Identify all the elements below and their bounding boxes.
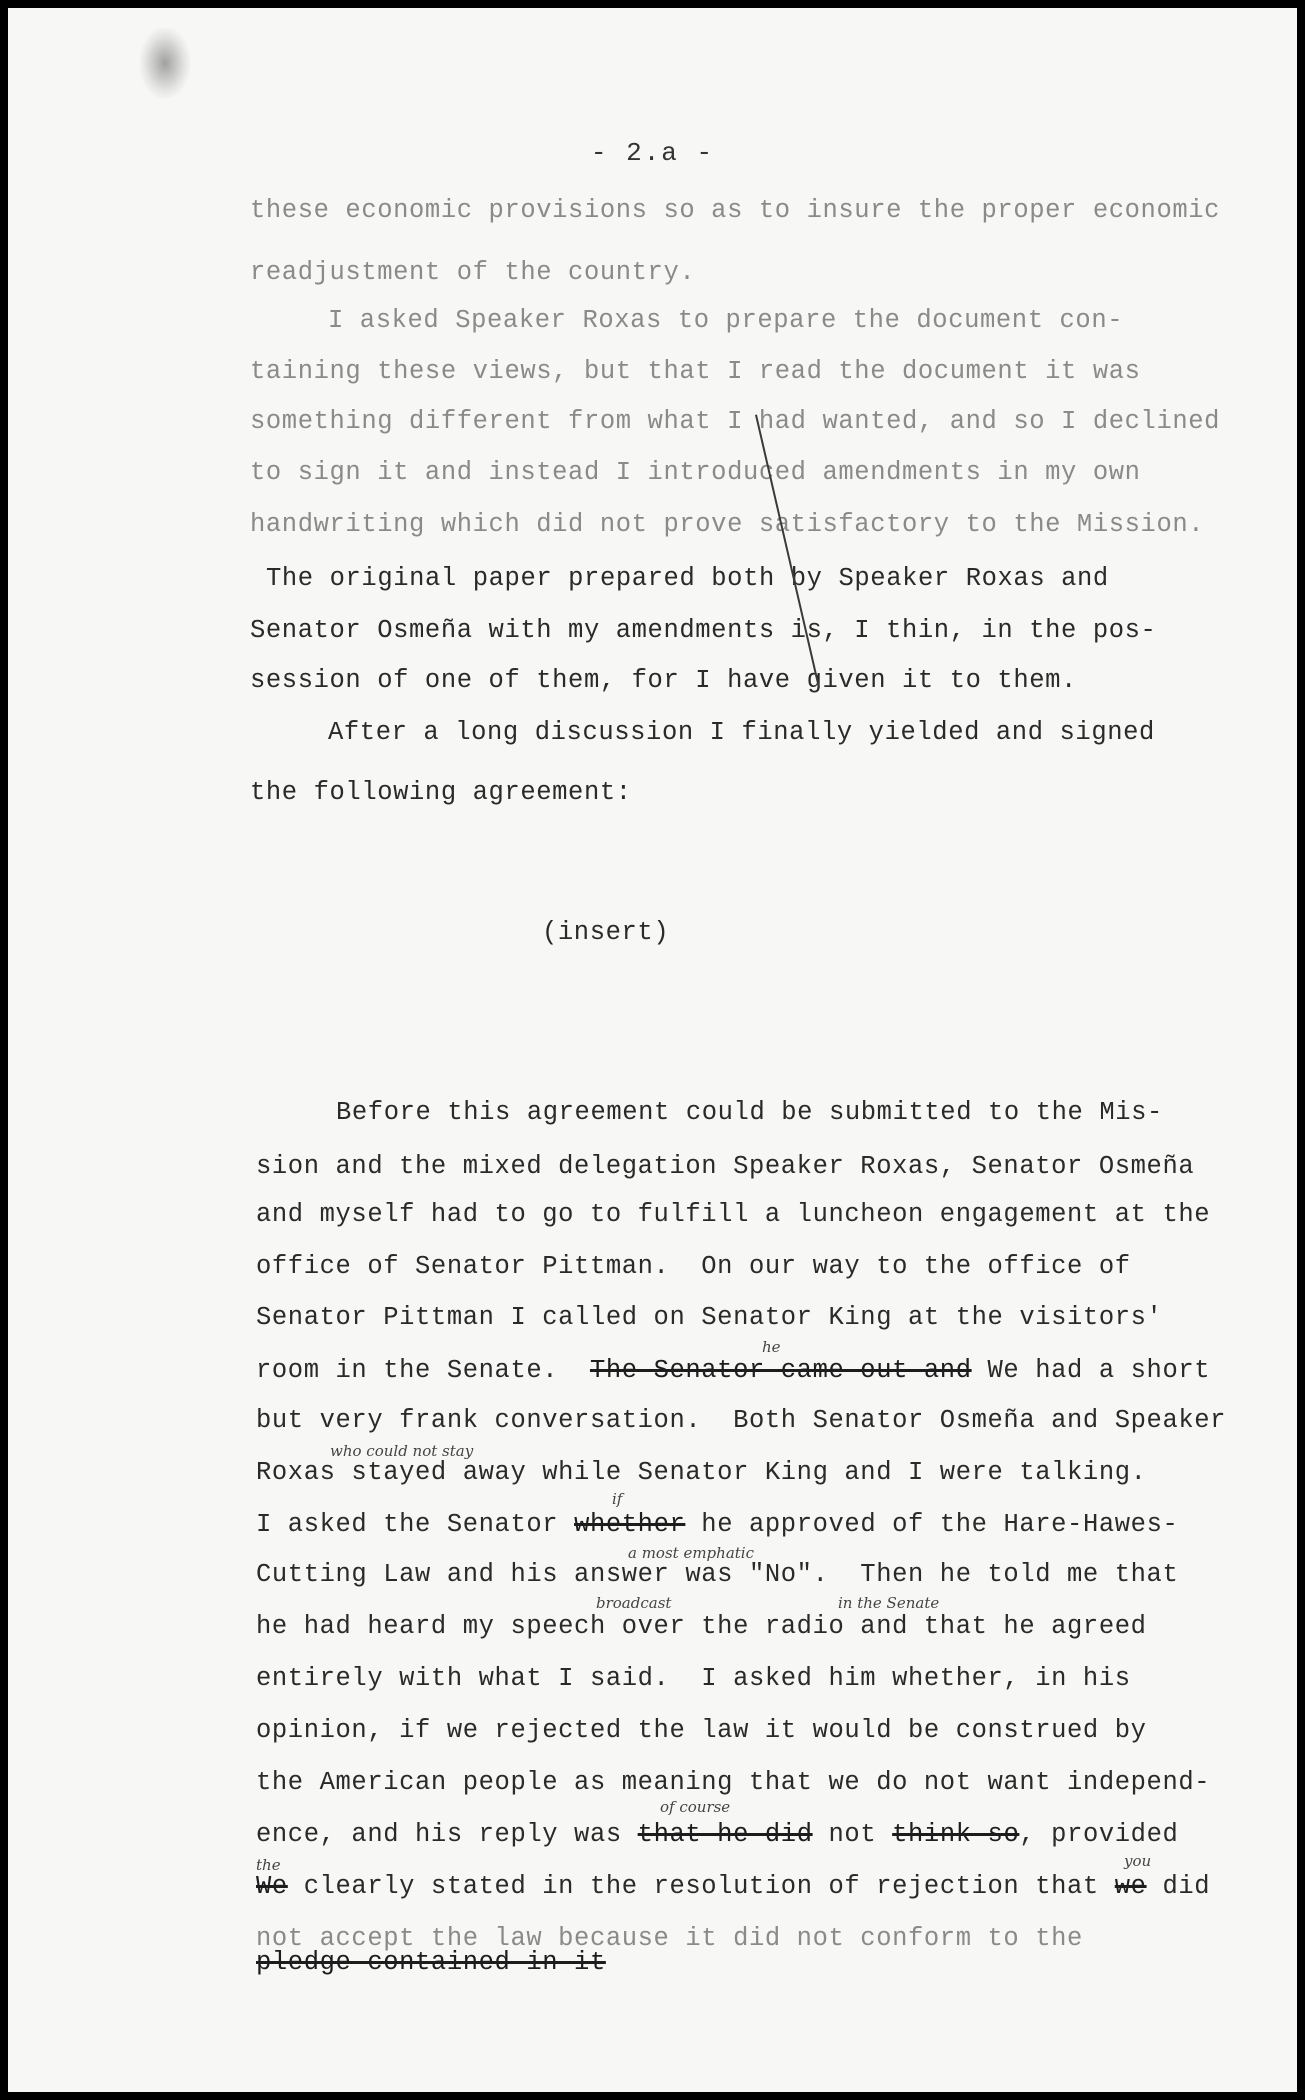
struck-text: The Senator came out and [589,1356,972,1385]
text-segment: he approved of the Hare-Hawes- [685,1510,1179,1539]
text-line: something different from what I had wanted, and so I declined [250,407,1221,436]
text-line: entirely with what I said. I asked him whether, in his [256,1664,1131,1693]
text-line [256,1872,1210,1901]
text-line [256,1820,1178,1849]
struck-text: think so [892,1820,1020,1849]
handwritten-note: if [612,1490,623,1508]
ink-smudge [140,28,190,98]
text-line: session of one of them, for I have given it to them. [250,666,1077,695]
insert-marker: (insert) [542,918,670,947]
text-line: I asked Speaker Roxas to prepare the document con- [328,306,1124,335]
text-line: not accept the law because it did not conform to the [256,1924,1083,1953]
text-line: Senator Pittman I called on Senator King at the visitors' [256,1303,1163,1332]
text-line: these economic provisions so as to insure the proper economic [250,196,1221,225]
handwritten-note: of course [660,1798,731,1816]
text-segment: did [1146,1872,1211,1901]
handwritten-note: he [762,1338,781,1356]
text-line: he had heard my speech over the radio and that he agreed [256,1612,1147,1641]
text-line: office of Senator Pittman. On our way to the office of [256,1252,1131,1281]
text-line: Senator Osmeña with my amendments is, I thin, in the pos- [250,616,1157,645]
text-line: Cutting Law and his answer was "No". Then he told me that [256,1560,1179,1589]
text-segment: I asked the Senator [256,1510,575,1539]
handwritten-note: in the Senate [838,1594,940,1612]
text-line: the following agreement: [250,778,632,807]
struck-text: that he did [637,1820,813,1849]
struck-text: whether [574,1510,686,1539]
page-number: - 2.a - [590,138,715,168]
text-segment: We had a short [971,1356,1211,1385]
handwritten-note: the [256,1856,281,1874]
text-line: Roxas stayed away while Senator King and I were talking. [256,1458,1147,1487]
handwritten-note: broadcast [596,1594,672,1612]
text-segment: ence, and his reply was [256,1820,638,1849]
text-line: opinion, if we rejected the law it would be construed by [256,1716,1147,1745]
handwritten-note: who could not stay [330,1442,474,1460]
text-line: to sign it and instead I introduced amendments in my own [250,458,1141,487]
text-line: The original paper prepared both by Speaker Roxas and [266,564,1109,593]
text-line: After a long discussion I finally yielded and signed [328,718,1155,747]
text-line: and myself had to go to fulfill a luncheon engagement at the [256,1200,1211,1229]
text-segment: clearly stated in the resolution of rejection that [287,1872,1115,1901]
struck-text: We [256,1872,288,1901]
text-segment: room in the Senate. [256,1356,590,1385]
text-line: readjustment of the country. [250,258,696,287]
text-line: but very frank conversation. Both Senator Osmeña and Speaker [256,1406,1227,1435]
text-segment: not [812,1820,893,1849]
text-line [256,1356,1210,1385]
text-line: the American people as meaning that we do not want independ- [256,1768,1211,1797]
text-line [256,1510,1178,1539]
handwritten-note: a most emphatic [628,1544,754,1562]
text-line: taining these views, but that I read the document it was [250,357,1141,386]
struck-text: we [1114,1872,1147,1901]
text-line: handwriting which did not prove satisfactory to the Mission. [250,510,1205,539]
text-line: Before this agreement could be submitted to the Mis- [336,1098,1163,1127]
struck-text-line: pledge contained in it [256,1948,606,1977]
text-line: sion and the mixed delegation Speaker Roxas, Senator Osmeña [256,1152,1195,1181]
text-segment: , provided [1019,1820,1179,1849]
handwritten-note: you [1124,1852,1152,1870]
